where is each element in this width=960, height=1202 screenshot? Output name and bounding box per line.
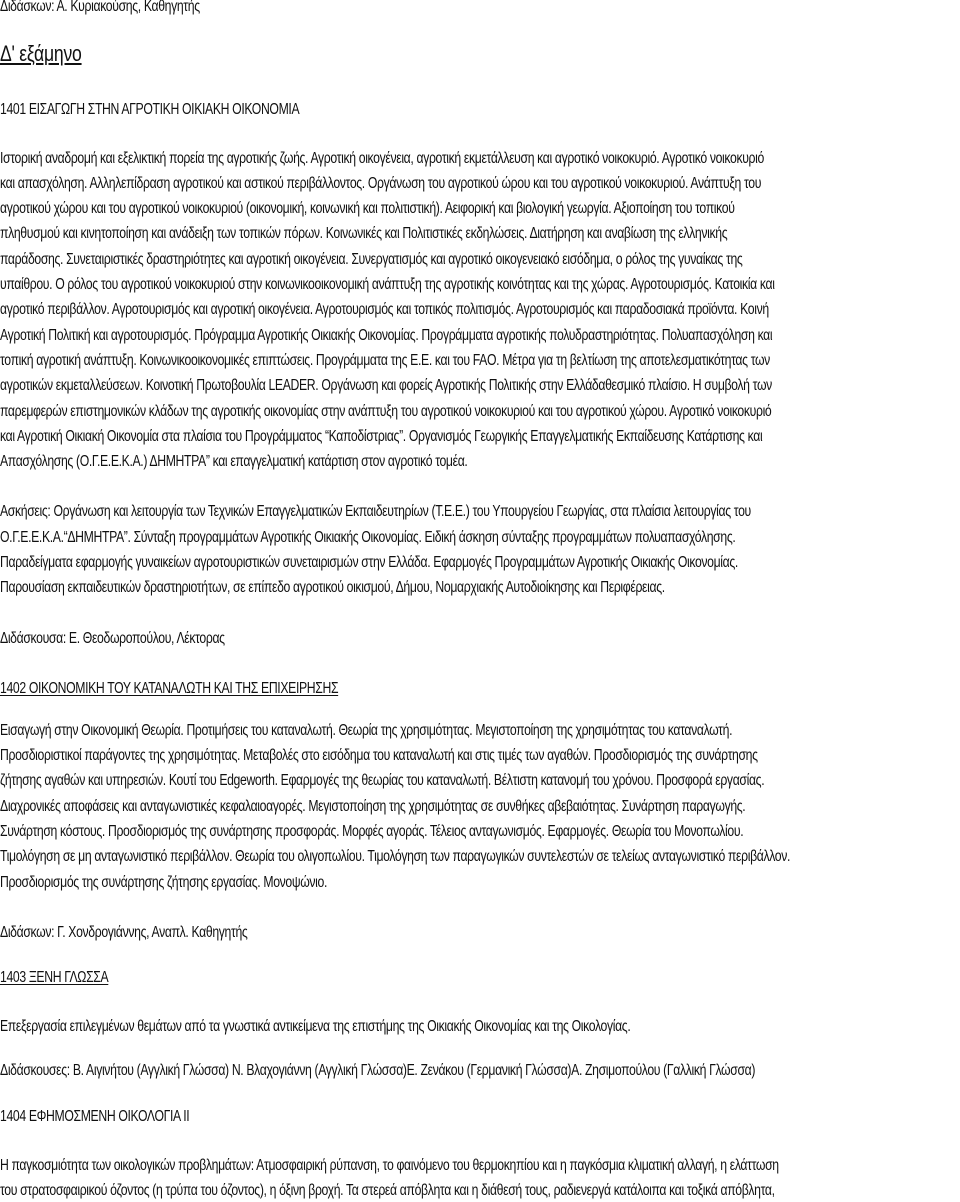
course-1402-text-line: Συνάρτηση κόστους. Προσδιορισμός της συνάρτησης προσφοράς. Μορφές αγοράς. Τέλειος ανταγωνισμός. Εφαρμογές. Θεωρία του Μονοπωλίου. (0, 823, 744, 840)
course-1401-text-line: πληθυσμού και κινητοποίηση και ανάδειξη των τοπικών πόρων. Κοινωνικές και Πολιτιστικές εκδηλώσεις. Διατήρηση και αναβίωση της ελληνικής (0, 225, 728, 242)
course-1404-title: 1404 ΕΦΗΜΟΣΜΕΝΗ ΟΙΚΟΛΟΓΙΑ ΙΙ (0, 1108, 190, 1125)
course-1402-title: 1402 ΟΙΚΟΝΟΜΙΚΗ ΤΟΥ ΚΑΤΑΝΑΛΩΤΗ ΚΑΙ ΤΗΣ ΕΠΙΧΕΙΡΗΣΗΣ (0, 680, 339, 697)
teacher-1401: Διδάσκων: Α. Κυριακούσης, Καθηγητής (0, 0, 200, 15)
course-1401-exercise-line: Παρουσίαση εκπαιδευτικών δραστηριοτήτων, σε επίπεδο αγροτικού οικισμού, Δήμου, Νομαρχιακής Αυτοδιοίκησης και Περιφέρειας. (0, 579, 665, 596)
course-1401-exercise-line: Ασκήσεις: Οργάνωση και λειτουργία των Τεχνικών Επαγγελματικών Εκπαιδευτηρίων (Τ.Ε.Ε.) του Υπουργείου Γεωργίας, στα πλαίσια λειτουργίας του (0, 503, 751, 520)
course-1402-text-line: Προσδιοριστικοί παράγοντες της χρησιμότητας. Μεταβολές στο εισόδημα του καταναλωτή και στις τιμές των αγαθών. Προσδιορισμός της συνάρτησης (0, 747, 758, 764)
course-1404-text-line: Η παγκοσμιότητα των οικολογικών προβλημάτων: Ατμοσφαιρική ρύπανση, το φαινόμενο του θερμοκηπίου και η παγκόσμια κλιματική αλλαγή, η ελάττωση (0, 1157, 779, 1174)
course-1401-title: 1401 ΕΙΣΑΓΩΓΗ ΣΤΗΝ ΑΓΡΟΤΙΚΗ ΟΙΚΙΑΚΗ ΟΙΚΟΝΟΜΙΑ (0, 101, 300, 118)
course-1403-text-line: Επεξεργασία επιλεγμένων θεμάτων από τα γνωστικά αντικείμενα της επιστήμης της Οικιακής Οικονομίας και της Οικολογίας. (0, 1018, 631, 1035)
course-1402-text-line: Εισαγωγή στην Οικονομική Θεωρία. Προτιμήσεις του καταναλωτή. Θεωρία της χρησιμότητας. Μεγιστοποίηση της χρησιμότητας του καταναλωτή. (0, 722, 733, 739)
course-1401-text-line: παρεμφερών επιστημονικών κλάδων της αγροτικής οικονομίας στην ανάπτυξη του αγροτικού νοικοκυριού και του αγροτικού χώρου. Αγροτικό νοικοκυριό (0, 403, 772, 420)
course-1401-text-line: αγροτικού χώρου και του αγροτικού νοικοκυριού (οικονομική, κοινωνική και πολιτιστική). Αειφορική και βιολογική γεωργία. Αξιοποίηση του τοπικού (0, 200, 735, 217)
course-1404-text-line: του στρατοσφαιρικού όζοντος (η τρύπα του όζοντος), η όξινη βροχή. Τα στερεά απόβλητα και η διάθεσή τους, ραδιενεργά κατάλοιπα και τοξικά απόβλητα, (0, 1182, 775, 1199)
course-1401-text-line: αγροτικό περιβάλλον. Αγροτουρισμός και αγροτική οικογένεια. Αγροτουρισμός και τοπικός πολιτισμός. Αγροτουρισμός και παραδοσιακά προϊόντα. Κοινή (0, 301, 769, 318)
course-1401-text-line: Αγροτική Πολιτική και αγροτουρισμός. Πρόγραμμα Αγροτικής Οικιακής Οικονομίας. Προγράμματα αγροτικής πολυδραστηριότητας. Πολυαπασχόληση και (0, 327, 773, 344)
course-1401-exercise-line: Ο.Γ.Ε.Ε.Κ.Α.“ΔΗΜΗΤΡΑ”. Σύνταξη προγραμμάτων Αγροτικής Οικιακής Οικονομίας. Ειδική άσκηση σύνταξης προγραμμάτων πολυαπασχόλησης. (0, 529, 736, 546)
course-1401-text-line: Ιστορική αναδρομή και εξελικτική πορεία της αγροτικής ζωής. Αγροτική οικογένεια, αγροτική εκμετάλλευση και αγροτικό νοικοκυριό. Αγροτικό νοικοκυριό (0, 150, 764, 167)
course-1401-text-line: παράδοσης. Συνεταιριστικές δραστηριότητες και αγροτική οικογένεια. Συνεργατισμός και αγροτικό οικογενειακό εισόδημα, ο ρόλος της γυναίκας της (0, 251, 743, 268)
course-1402-text-line: Προσδιορισμός της συνάρτησης ζήτησης εργασίας. Μονοψώνιο. (0, 874, 328, 891)
teacher-1403: Διδάσκων: Γ. Χονδρογιάννης, Αναπλ. Καθηγητής (0, 924, 248, 941)
course-1402-text-line: ζήτησης αγαθών και υπηρεσιών. Κουτί του Edgeworth. Εφαρμογές της θεωρίας του καταναλωτή. Βέλτιστη κατανομή του χρόνου. Προσφορά εργασίας. (0, 772, 765, 789)
semester-heading: Δ' εξάμηνο (0, 41, 82, 66)
course-1401-text-line: αγροτικών εκμεταλλεύσεων. Κοινοτική Πρωτοβουλία LEADER. Οργάνωση και φορείς Αγροτικής Πολιτικής στην Ελλάδαθεσμικό πλαίσιο. Η συμβολή των (0, 377, 772, 394)
course-1402-text-line: Διαχρονικές αποφάσεις και ανταγωνιστικές κεφαλαιοαγορές. Μεγιστοποίηση της χρησιμότητας σε συνθήκες αβεβαιότητας. Συνάρτηση παραγωγής. (0, 798, 746, 815)
teacher-1402: Διδάσκουσα: Ε. Θεοδωροπούλου, Λέκτορας (0, 630, 225, 647)
teacher-1403-languages: Διδάσκουσες: Β. Αιγινήτου (Αγγλική Γλώσσα) Ν. Βλαχογιάννη (Αγγλική Γλώσσα)Ε. Ζενάκου (Γερμανική Γλώσσα)Α. Ζησιμοπούλου (Γαλλική Γλώσσα) (0, 1062, 756, 1079)
course-1403-title: 1403 ΞΕΝΗ ΓΛΩΣΣΑ (0, 969, 109, 986)
course-1401-exercise-line: Παραδείγματα εφαρμογής γυναικείων αγροτουριστικών συνεταιρισμών στην Ελλάδα. Εφαρμογές Προγραμμάτων Αγροτικής Οικιακής Οικονομίας. (0, 554, 738, 571)
course-1402-text-line: Τιμολόγηση σε μη ανταγωνιστικό περιβάλλον. Θεωρία του ολιγοπωλίου. Τιμολόγηση των παραγωγικών συντελεστών σε τελείως ανταγωνιστικό περιβάλλον. (0, 848, 791, 865)
course-1401-text-line: και απασχόληση. Αλληλεπίδραση αγροτικού και αστικού περιβάλλοντος. Οργάνωση του αγροτικού ώρου και του αγροτικού νοικοκυριού. Ανάπτυξη του (0, 175, 762, 192)
course-1401-text-line: και Αγροτική Οικιακή Οικονομία στα πλαίσια του Προγράμματος “Καποδίστριας”. Οργανισμός Γεωργικής Επαγγελματικής Εκπαίδευσης Κατάρτισης και (0, 428, 763, 445)
course-1401-text-line: Απασχόλησης (Ο.Γ.Ε.Ε.Κ.Α.) ΔΗΜΗΤΡΑ” και επαγγελματική κατάρτιση στον αγροτικό τομέα. (0, 453, 468, 470)
course-1401-text-line: υπαίθρου. Ο ρόλος του αγροτικού νοικοκυριού στην κοινωνικοοικονομική ανάπτυξη της αγροτικής κοινότητας και της χώρας. Αγροτουρισμός. Κατοικία και (0, 276, 775, 293)
course-1401-text-line: τοπική αγροτική ανάπτυξη. Κοινωνικοοικονομικές επιπτώσεις. Προγράμματα της Ε.Ε. και του FAO. Μέτρα για τη βελτίωση της αποτελεσματικότητας των (0, 352, 770, 369)
